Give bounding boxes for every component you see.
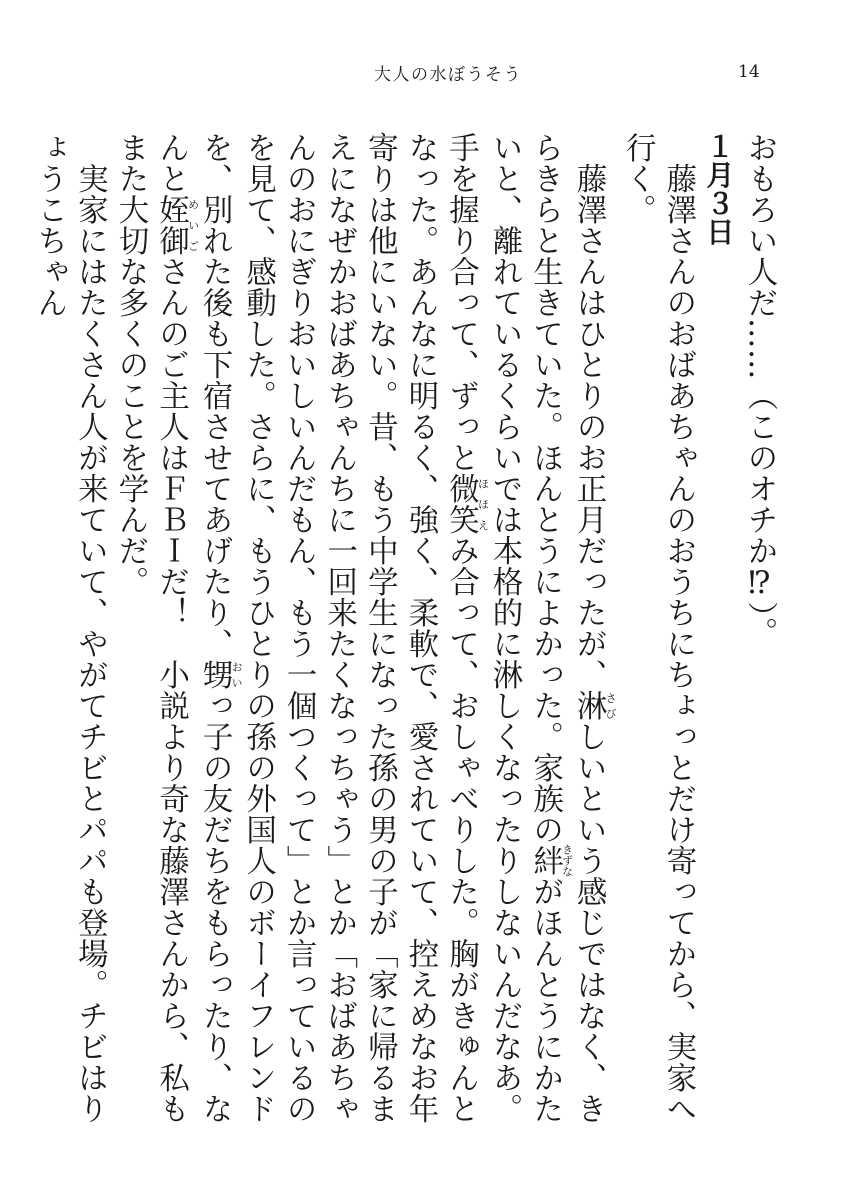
ruby-word: 絆きずな [527, 844, 574, 877]
body-text [31, 132, 779, 1142]
paragraph: 藤澤さんはひとりのお正月だったが、淋さびしいという感じではなく、きらきらと生きていた。ほんとうによかった。家族の絆きずながほんとうにかたいと、離れているくらいでは本格的に淋しくなったりしないんだなあ。手を握り合って、ずっと微笑ほほえみ合って、おしゃべりした。胸がきゅんとなった。あんなに明るく、強く、柔軟で、愛されていて、控えめなお年寄りは他にいない。昔、もう中学生になった孫の男の子が「家に帰るまえになぜかおばあちゃんちに一回来たくなっちゃう」とか「おばあちゃんのおにぎりおいしいんだもん、もう一個つくって」とか言っているのを見て、感動した。さらに、もうひとりの孫の外国人のボーイフレンドを、別れた後も下宿させてあげたり、甥おいっ子の友だちをもらったり、なんと姪御めいごさんのご主人はＦＢＩだ！ 小説より奇な藤澤さんから、私もまた大切な多くのことを学んだ。 [112, 132, 618, 1124]
ruby-word: 淋さび [571, 689, 618, 721]
ruby-word: 姪御めいご [153, 194, 200, 256]
page-number: 14 [738, 62, 760, 82]
ruby-word: 甥おい [197, 659, 244, 690]
paragraph: 実家にはたくさん人が来ていて、やがてチビとパパも登場。チビはりょうこちゃん [31, 132, 108, 1124]
running-head-title: 大人の水ぼうそう [374, 65, 522, 85]
paragraph: 藤澤さんのおばあちゃんのおうちにちょっとだけ寄ってから、実家へ行く。 [620, 132, 696, 1124]
section-heading: １月３日 [702, 132, 736, 246]
ruby-word: 微笑ほほえ [443, 473, 490, 535]
paragraph: おもろい人だ……（このオチか⁉）。 [742, 132, 777, 649]
